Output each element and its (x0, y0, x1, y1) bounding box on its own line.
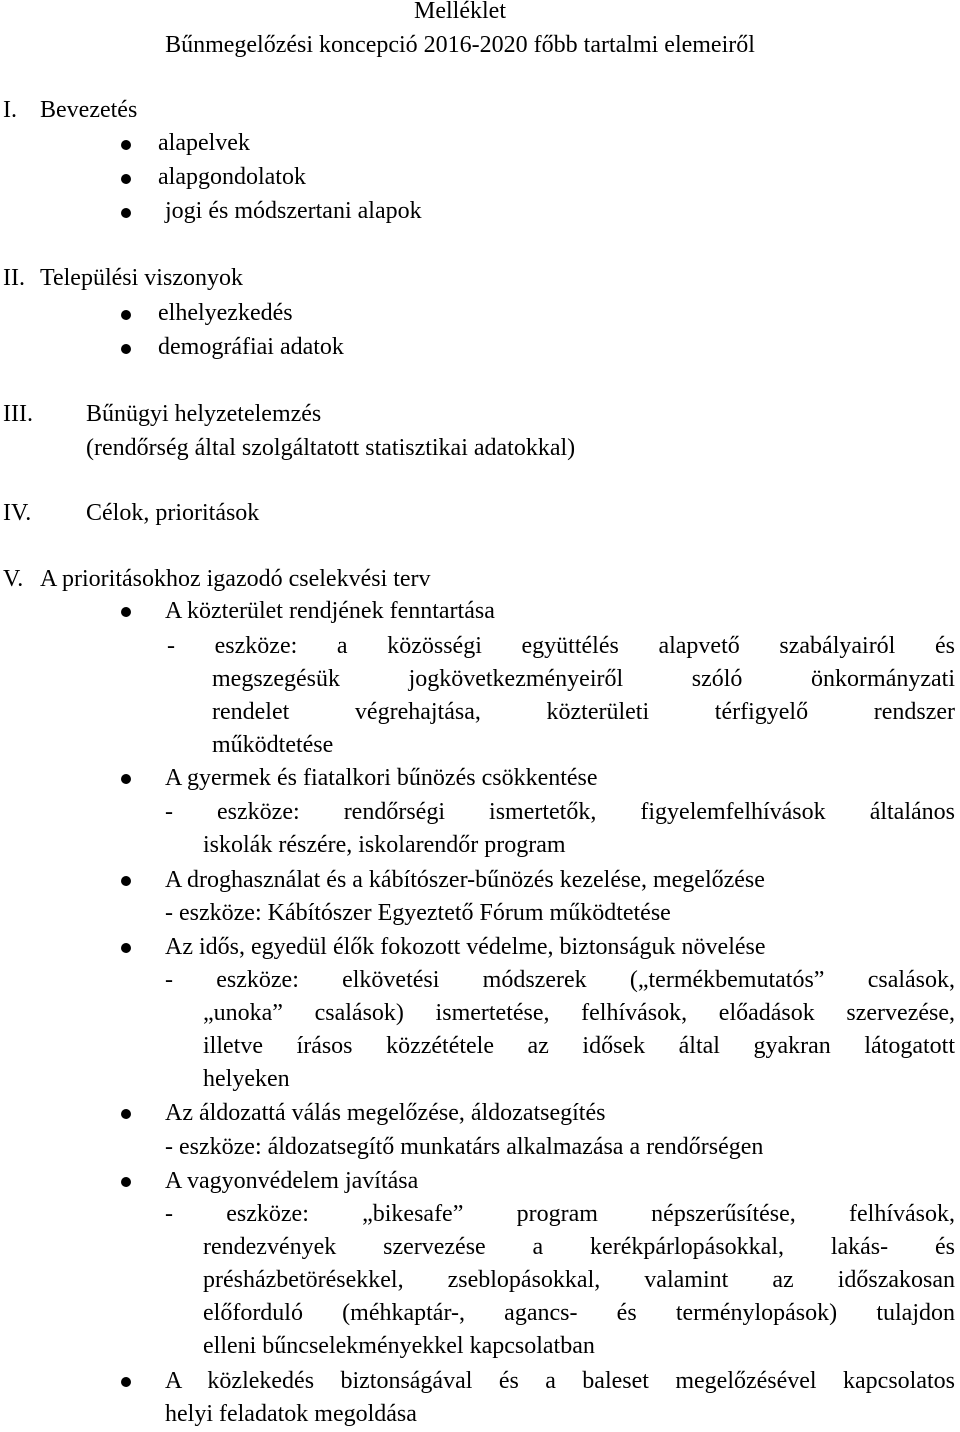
list-item: alapelvek (158, 130, 250, 156)
bullet-icon (121, 174, 131, 184)
list-item: alapgondolatok (158, 164, 306, 190)
heading-line: A közlekedés biztonságával és a baleset megelőzésével kapcsolatos (165, 1368, 955, 1394)
list-item: jogi és módszertani alapok (165, 198, 422, 224)
detail-line: - eszköze: rendőrségi ismertetők, figyelemfelhívások általános (165, 799, 955, 825)
list-item-detail (165, 796, 955, 829)
bullet-icon (121, 310, 131, 320)
detail-line: működtetése (212, 732, 334, 758)
detail-line: rendelet végrehajtása, közterületi térfigyelő rendszer (212, 699, 955, 725)
list-item: elhelyezkedés (158, 300, 293, 326)
detail-line: - eszköze: Kábítószer Egyeztető Fórum működtetése (165, 900, 671, 926)
detail-line: előforduló (méhkaptár-, agancs- és terménylopások) tulajdon (203, 1300, 955, 1326)
section-title: Települési viszonyok (40, 265, 243, 291)
list-item-heading (165, 1365, 955, 1431)
detail-line: présházbetörésekkel, zseblopásokkal, valamint az időszakosan (203, 1267, 955, 1293)
bullet-icon (121, 774, 131, 784)
detail-line: helyeken (203, 1066, 290, 1092)
list-item-detail (165, 964, 955, 997)
section-number: V. (3, 566, 24, 592)
detail-line: rendezvények szervezése a kerékpárlopásokkal, lakás- és (203, 1234, 955, 1260)
section-number: IV. (3, 500, 32, 526)
list-item: demográfiai adatok (158, 334, 344, 360)
bullet-icon (121, 607, 131, 617)
section-subtitle: (rendőrség által szolgáltatott statisztikai adatokkal) (86, 435, 576, 461)
list-item-heading: Az idős, egyedül élők fokozott védelme, biztonságuk növelése (165, 934, 766, 960)
list-item-heading: Az áldozattá válás megelőzése, áldozatsegítés (165, 1100, 606, 1126)
list-item-heading: A közterület rendjének fenntartása (165, 598, 495, 624)
detail-line: - eszköze: áldozatsegítő munkatárs alkalmazása a rendőrségen (165, 1134, 764, 1160)
list-item-detail (212, 663, 955, 762)
list-item-detail (203, 997, 955, 1096)
bullet-icon (121, 208, 131, 218)
detail-line: - eszköze: a közösségi együttélés alapvető szabályairól és (167, 633, 955, 659)
bullet-icon (121, 344, 131, 354)
list-item-heading: A gyermek és fiatalkori bűnözés csökkentése (165, 765, 598, 791)
bullet-icon (121, 943, 131, 953)
detail-line: illetve írásos közzététele az idősek által gyakran látogatott (203, 1033, 955, 1059)
section-title: Célok, prioritások (86, 500, 260, 526)
detail-line: „unoka” csalások) ismertetése, felhívások, előadások szervezése, (203, 1000, 955, 1026)
section-title: A prioritásokhoz igazodó cselekvési terv (40, 566, 431, 592)
bullet-icon (121, 1377, 131, 1387)
section-number: I. (3, 97, 17, 123)
list-item-heading: A vagyonvédelem javítása (165, 1168, 419, 1194)
detail-line: - eszköze: elkövetési módszerek („termékbemutatós” csalások, (165, 967, 955, 993)
section-title: Bevezetés (40, 97, 138, 123)
bullet-icon (121, 1109, 131, 1119)
heading-line: helyi feladatok megoldása (165, 1401, 417, 1427)
list-item-detail (203, 1231, 955, 1363)
detail-line: iskolák részére, iskolarendőr program (203, 832, 566, 858)
bullet-icon (121, 140, 131, 150)
section-number: II. (3, 265, 25, 291)
bullet-icon (121, 1177, 131, 1187)
document-label: Melléklet (414, 0, 506, 24)
list-item-detail (167, 630, 955, 663)
section-number: III. (3, 401, 33, 427)
detail-line: megszegésük jogkövetkezményeiről szóló önkormányzati (212, 666, 955, 692)
list-item-detail (165, 1198, 955, 1231)
bullet-icon (121, 876, 131, 886)
detail-line: - eszköze: „bikesafe” program népszerűsítése, felhívások, (165, 1201, 955, 1227)
document-title: Bűnmegelőzési koncepció 2016-2020 főbb tartalmi elemeiről (165, 32, 755, 58)
list-item-heading: A droghasználat és a kábítószer-bűnözés kezelése, megelőzése (165, 867, 765, 893)
detail-line: elleni bűncselekményekkel kapcsolatban (203, 1333, 595, 1359)
section-title: Bűnügyi helyzetelemzés (86, 401, 322, 427)
